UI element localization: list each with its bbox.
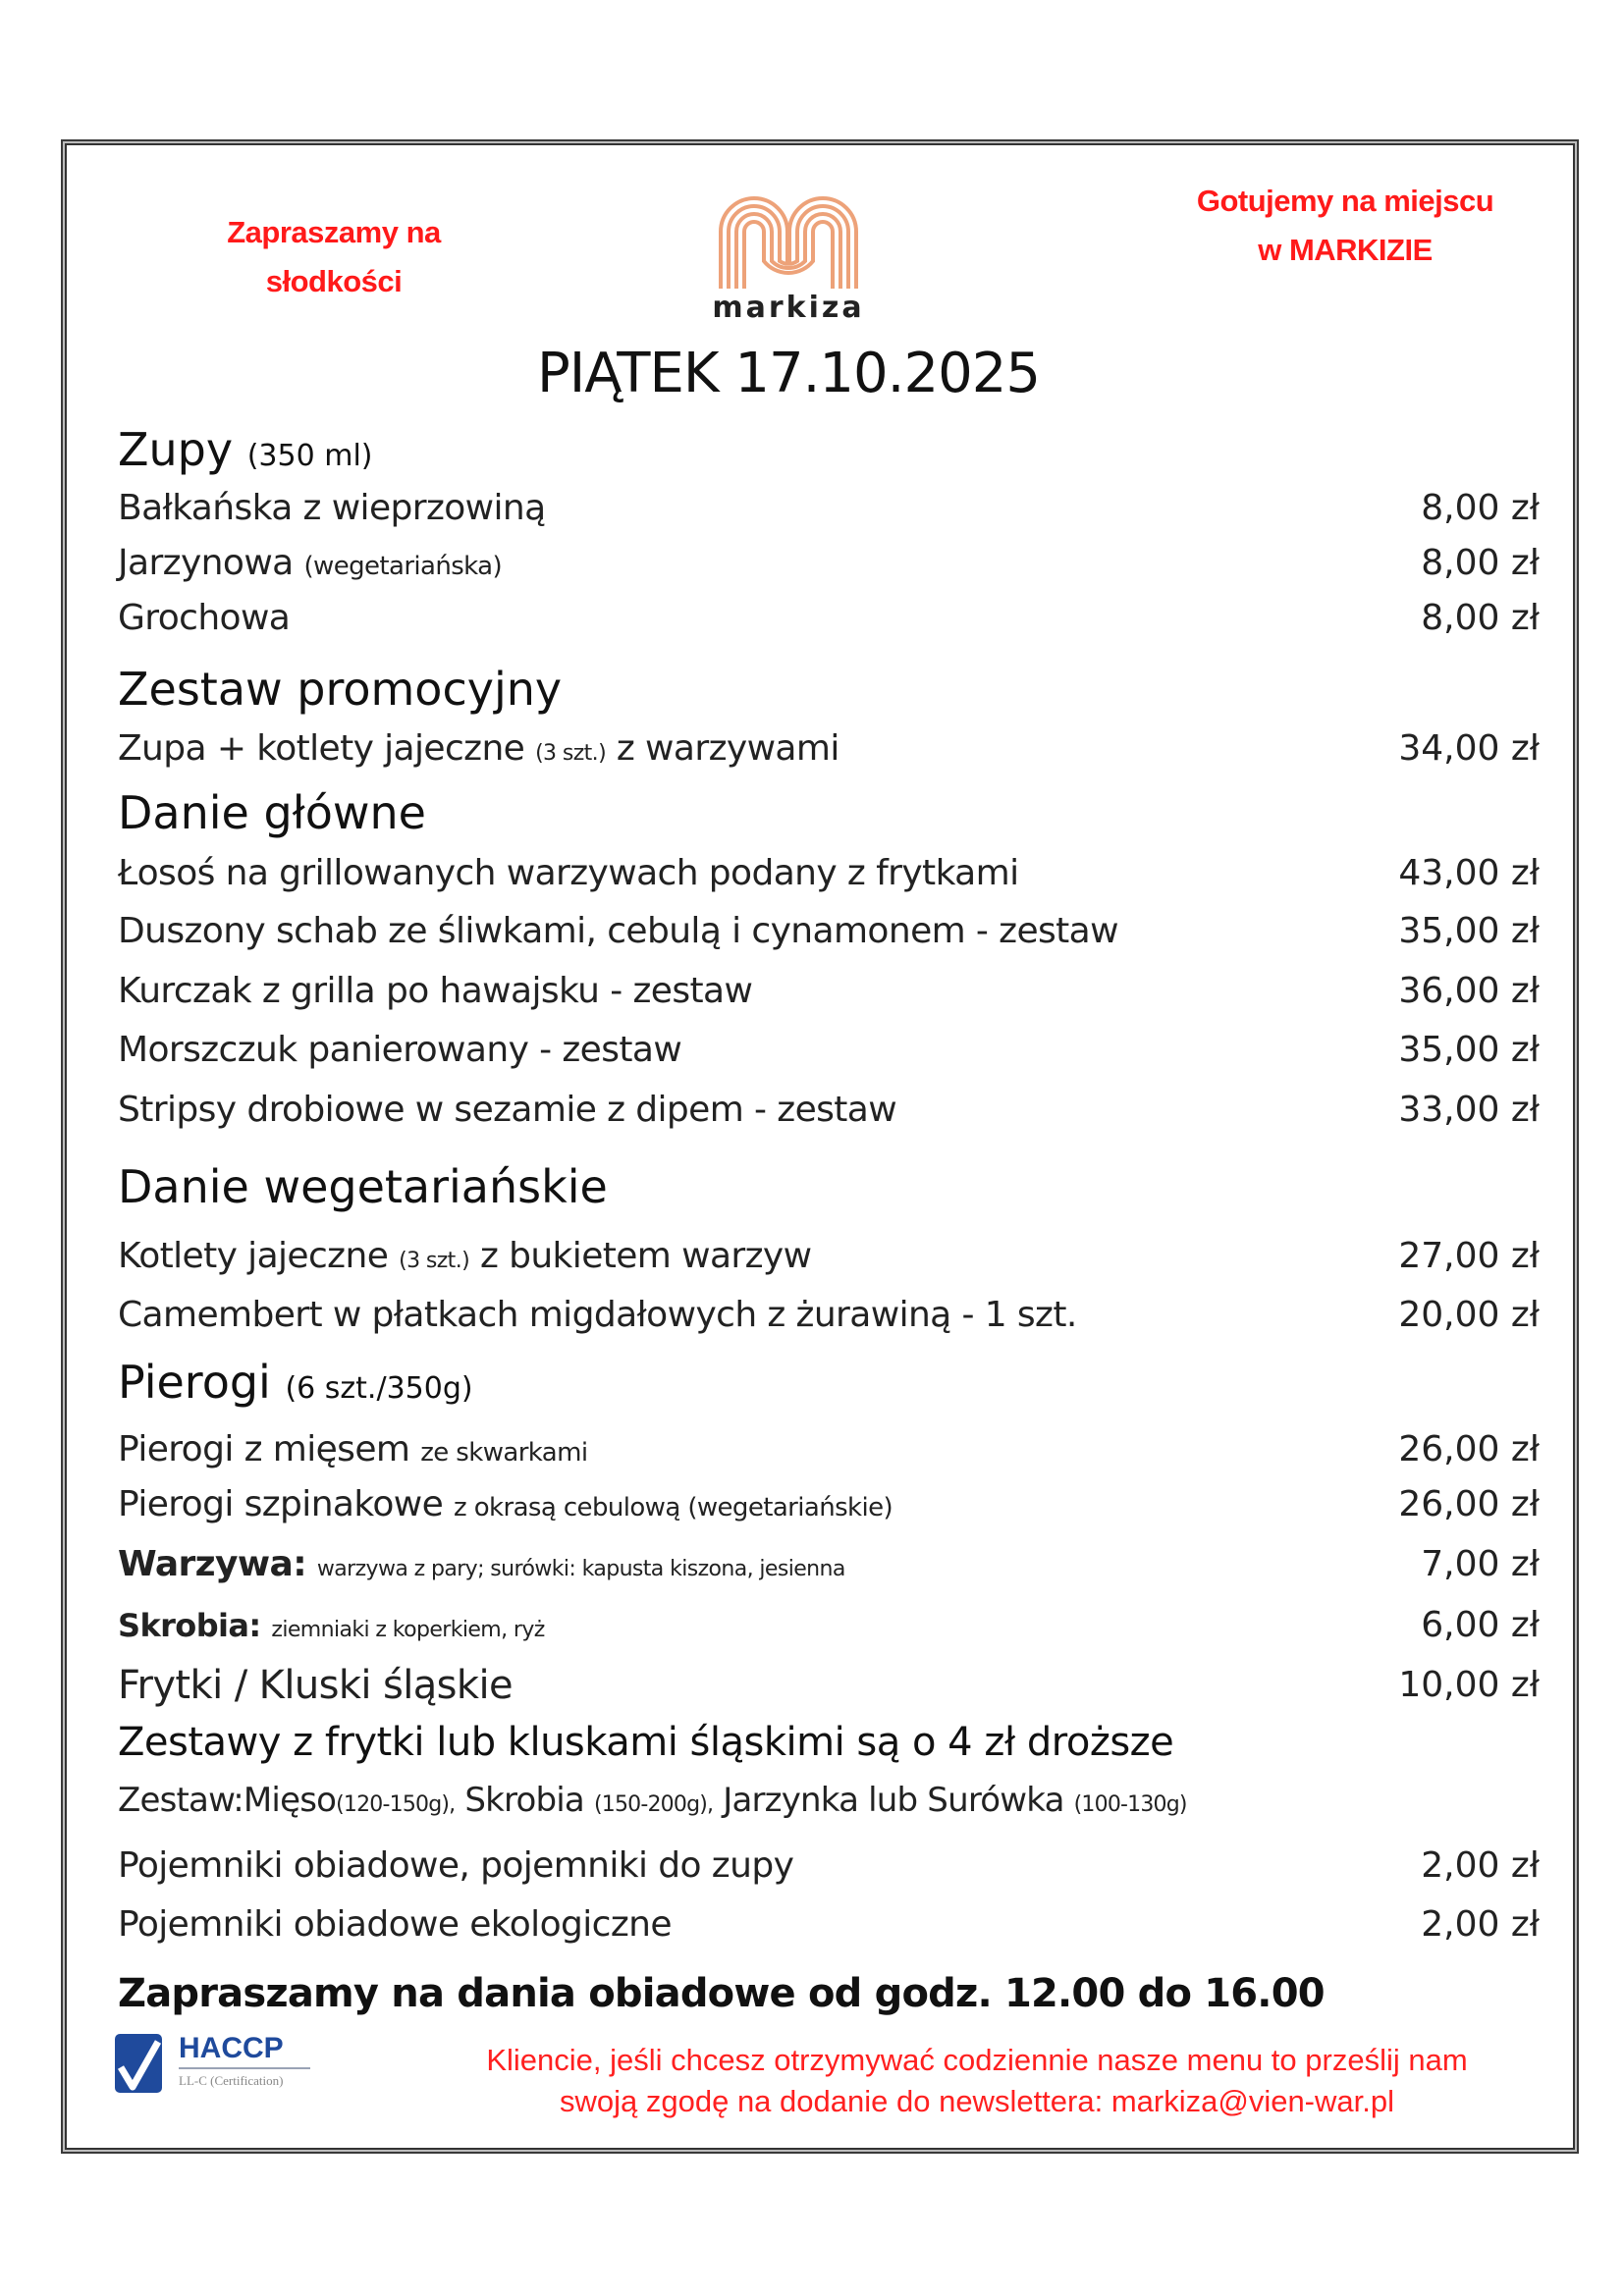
item-price: 7,00 zł xyxy=(1421,1544,1540,1584)
menu-row xyxy=(118,591,1540,646)
sweets-promo xyxy=(196,208,471,306)
item-price: 33,00 zł xyxy=(1398,1090,1540,1130)
cooking-promo xyxy=(1159,177,1532,275)
item-price: 2,00 zł xyxy=(1421,1845,1540,1886)
cooking-promo-line-2: w MARKIZIE xyxy=(1258,233,1433,267)
item-price: 6,00 zł xyxy=(1421,1605,1540,1645)
pierogi-subtitle: (6 szt./350g) xyxy=(285,1371,473,1406)
item-price: 43,00 zł xyxy=(1398,853,1540,893)
menu-row: Camembert w płatkach migdałowych z żurawiną - 1 szt. 20,00 zł xyxy=(118,1288,1540,1343)
menu-row: Duszony schab ze śliwkami, cebulą i cynamonem - zestaw 35,00 zł xyxy=(118,904,1540,959)
item-name: Zupa + kotlety jajeczne xyxy=(118,728,525,769)
newsletter-line-2: swoją zgodę na dodanie do newslettera: markiza@vien-war.pl xyxy=(560,2084,1394,2118)
menu-row xyxy=(118,1598,1540,1653)
item-price: 8,00 zł xyxy=(1421,598,1540,638)
soups-title: Zupy xyxy=(118,423,234,476)
menu-row: Łosoś na grillowanych warzywach podany z frytkami 43,00 zł xyxy=(118,846,1540,901)
item-suffix: z bukietem warzyw xyxy=(479,1236,812,1276)
menu-row: Morszczuk panierowany - zestaw 35,00 zł xyxy=(118,1023,1540,1078)
item-price: 2,00 zł xyxy=(1421,1904,1540,1945)
pierogi-title: Pierogi xyxy=(118,1356,271,1409)
soups-subtitle: (350 ml) xyxy=(246,439,373,473)
menu-row: Kurczak z grilla po hawajsku - zestaw 36,00 zł xyxy=(118,964,1540,1019)
item-note: (wegetariańska) xyxy=(303,552,503,581)
section-title-mains: Danie główne xyxy=(118,786,426,839)
item-name: Pierogi z mięsem xyxy=(118,1429,410,1469)
side-label: Skrobia: xyxy=(118,1607,261,1644)
menu-row: Stripsy drobiowe w sezamie z dipem - zestaw 33,00 zł xyxy=(118,1083,1540,1138)
item-note: ze skwarkami xyxy=(420,1438,588,1468)
item-note: (3 szt.) xyxy=(399,1249,470,1273)
menu-row xyxy=(118,1537,1540,1592)
item-price: 26,00 zł xyxy=(1398,1484,1540,1524)
side-note: warzywa z pary; surówki: kapusta kiszona, jesienna xyxy=(316,1557,845,1581)
side-note: ziemniaki z koperkiem, ryż xyxy=(271,1618,545,1642)
menu-row: Frytki / Kluski śląskie 10,00 zł xyxy=(118,1658,1540,1713)
sweets-promo-line-1: Zapraszamy na xyxy=(227,215,441,249)
sweets-promo-line-2: słodkości xyxy=(265,264,403,298)
cooking-promo-line-1: Gotujemy na miejscu xyxy=(1196,184,1494,218)
set-surcharge-note: Zestawy z frytki lub kluskami śląskimi są o 4 zł droższe xyxy=(118,1720,1174,1765)
item-price: 10,00 zł xyxy=(1398,1665,1540,1705)
menu-row xyxy=(118,1477,1540,1532)
item-price: 34,00 zł xyxy=(1398,728,1540,769)
item-name: Pierogi szpinakowe xyxy=(118,1484,444,1524)
item-price: 8,00 zł xyxy=(1421,543,1540,583)
item-price: 26,00 zł xyxy=(1398,1429,1540,1469)
page-title: PIĄTEK 17.10.2025 xyxy=(537,342,1040,405)
set-composition-note: Zestaw:Mięso(120-150g), Skrobia (150-200g), Jarzynka lub Surówka (100-130g) xyxy=(118,1781,1187,1820)
newsletter-note xyxy=(422,2040,1532,2122)
item-price: 20,00 zł xyxy=(1398,1295,1540,1335)
section-title-pierogi xyxy=(118,1353,473,1418)
markiza-logo-icon xyxy=(715,192,862,291)
haccp-divider xyxy=(179,2067,310,2069)
haccp-check-icon xyxy=(115,2034,162,2093)
menu-row: Pojemniki obiadowe, pojemniki do zupy 2,00 zł xyxy=(118,1839,1540,1894)
section-title-vegetarian: Danie wegetariańskie xyxy=(118,1160,608,1213)
haccp-title: HACCP xyxy=(179,2032,284,2064)
newsletter-line-1: Kliencie, jeśli chcesz otrzymywać codziennie nasze menu to prześlij nam xyxy=(486,2043,1468,2077)
menu-row xyxy=(118,1422,1540,1477)
opening-hours: Zapraszamy na dania obiadowe od godz. 12.00 do 16.00 xyxy=(118,1971,1325,2016)
side-label: Warzywa: xyxy=(118,1544,307,1584)
menu-row: Pojemniki obiadowe ekologiczne 2,00 zł xyxy=(118,1897,1540,1952)
menu-row xyxy=(118,536,1540,591)
logo-wordmark: markiza xyxy=(712,291,865,325)
item-price: 8,00 zł xyxy=(1421,488,1540,528)
item-note: (3 szt.) xyxy=(535,741,607,766)
menu-row xyxy=(118,1229,1540,1284)
haccp-subtitle: LL-C (Certification) xyxy=(179,2073,284,2088)
item-suffix: z warzywami xyxy=(616,728,839,769)
menu-row xyxy=(118,721,1540,776)
item-price: 35,00 zł xyxy=(1398,1030,1540,1070)
item-name: Bałkańska z wieprzowiną xyxy=(118,488,546,528)
item-name: Jarzynowa xyxy=(118,543,294,583)
section-title-promo: Zestaw promocyjny xyxy=(118,663,563,716)
item-name: Kotlety jajeczne xyxy=(118,1236,389,1276)
item-name: Grochowa xyxy=(118,598,291,638)
item-price: 36,00 zł xyxy=(1398,971,1540,1011)
item-note: z okrasą cebulową (wegetariańskie) xyxy=(454,1493,893,1522)
menu-row xyxy=(118,481,1540,536)
item-price: 35,00 zł xyxy=(1398,911,1540,951)
item-price: 27,00 zł xyxy=(1398,1236,1540,1276)
section-title-soups xyxy=(118,420,372,486)
